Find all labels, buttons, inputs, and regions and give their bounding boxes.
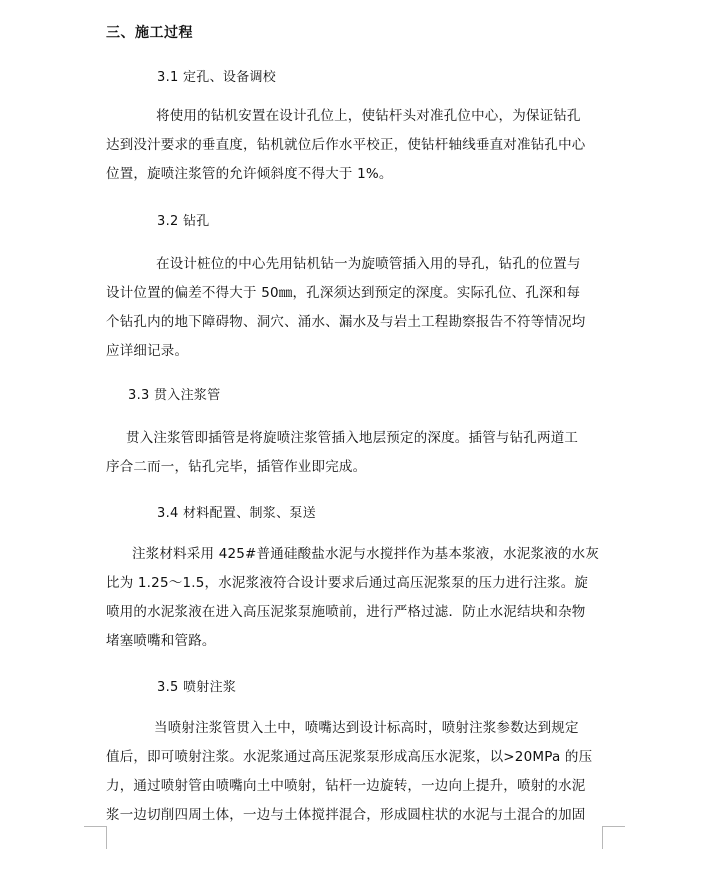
text-line: 浆一边切削四周土体，一边与土体搅拌混合，形成圆柱状的水泥与土混合的加固 [106, 807, 586, 823]
section-heading: 三、施工过程 [106, 25, 193, 41]
text-line: 应详细记录。 [106, 343, 189, 359]
text-line: 在设计桩位的中心先用钻机钻一为旋喷管插入用的导孔，钻孔的位置与 [156, 256, 581, 272]
page-margin-marker-right [602, 826, 625, 849]
text-line: 位置，旋喷注浆管的允许倾斜度不得大于 1%。 [106, 166, 393, 182]
text-line: 将使用的钻机安置在设计孔位上，使钻杆头对准孔位中心，为保证钻孔 [156, 108, 581, 124]
paragraph-3-1 [106, 102, 606, 189]
paragraph-3-3 [106, 424, 606, 482]
text-line: 注浆材料采用 425#普通硅酸盐水泥与水搅拌作为基本浆液，水泥浆液的水灰 [132, 546, 600, 562]
text-line: 比为 1.25～1.5，水泥浆液符合设计要求后通过高压泥浆泵的压力进行注浆。旋 [106, 575, 589, 591]
text-line: 个钻孔内的地下障碍物、洞穴、涌水、漏水及与岩土工程勘察报告不符等情况均 [106, 314, 586, 330]
subsection-title-3-3: 3.3 贯入注浆管 [128, 388, 221, 403]
subsection-title-3-2: 3.2 钻孔 [157, 214, 210, 229]
text-line: 值后，即可喷射注浆。水泥浆通过高压泥浆泵形成高压水泥浆，以>20MPa 的压 [106, 749, 593, 765]
text-line: 贯入注浆管即插管是将旋喷注浆管插入地层预定的深度。插管与钻孔两道工 [126, 430, 579, 446]
subsection-title-3-4: 3.4 材料配置、制浆、泵送 [157, 506, 317, 521]
text-line: 力，通过喷射管由喷嘴向土中喷射，钻杆一边旋转，一边向上提升，喷射的水泥 [106, 778, 586, 794]
text-line: 设计位置的偏差不得大于 50㎜，孔深须达到预定的深度。实际孔位、孔深和每 [106, 285, 581, 301]
page-margin-marker-left [84, 826, 107, 849]
text-line: 堵塞喷嘴和管路。 [106, 633, 216, 649]
paragraph-3-2 [106, 250, 606, 366]
paragraph-3-5 [106, 714, 606, 830]
subsection-title-3-1: 3.1 定孔、设备调校 [157, 70, 277, 85]
text-line: 当喷射注浆管贯入土中，喷嘴达到设计标高时，喷射注浆参数达到规定 [154, 720, 579, 736]
text-line: 喷用的水泥浆液在进入高压泥浆泵施喷前，进行严格过滤．防止水泥结块和杂物 [106, 604, 586, 620]
text-line: 序合二而一，钻孔完毕，插管作业即完成。 [106, 459, 367, 475]
paragraph-3-4 [106, 540, 606, 656]
subsection-title-3-5: 3.5 喷射注浆 [157, 680, 237, 695]
text-line: 达到没汁要求的垂直度，钻机就位后作水平校正，使钻杆轴线垂直对准钻孔中心 [106, 137, 586, 153]
